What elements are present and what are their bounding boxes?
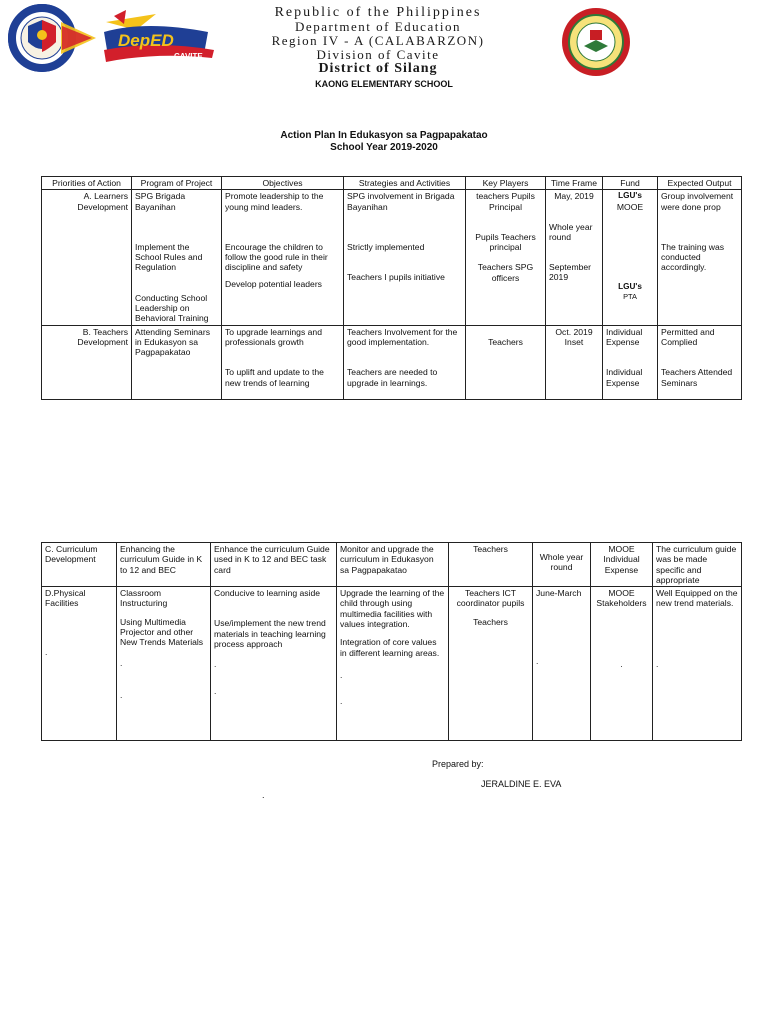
cell-program: SPG Brigada Bayanihan Implement the School Rules and Regulation Conducting School Leadership on Behavioral Training [132, 190, 222, 325]
cell-key-players: Teachers ICT coordinator pupils Teachers [449, 587, 533, 741]
cell-key-players: Teachers [449, 543, 533, 587]
title-line-2: School Year 2019-2020 [330, 142, 438, 153]
cell-strategies: SPG involvement in Brigada Bayanihan Strictly implemented Teachers I pupils initiative [344, 190, 466, 325]
cell-fund: MOOE Individual Expense [591, 543, 653, 587]
letterhead-line-region: Region IV - A (CALABARZON) [271, 33, 485, 48]
cell-strategies: Teachers Involvement for the good implementation. Teachers are needed to upgrade in learnings. [344, 325, 466, 399]
svg-text:CAVITE: CAVITE [174, 52, 203, 61]
table-row [42, 543, 742, 587]
cell-expected-output: Well Equipped on the new trend materials. . [653, 587, 742, 741]
cell-objectives: To upgrade learnings and professionals growth To uplift and update to the new trends of learning [222, 325, 344, 399]
school-seal-logo [556, 6, 636, 78]
cell-objectives: Promote leadership to the young mind leaders. Encourage the children to follow the good rule in their discipline and safety Develop potential leaders [222, 190, 344, 325]
header-objectives: Objectives [222, 177, 344, 190]
cell-priority: C. Curriculum Development [42, 543, 117, 587]
header-strategies: Strategies and Activities [344, 177, 466, 190]
cell-expected-output: Permitted and Complied Teachers Attended Seminars [658, 325, 742, 399]
cell-priority: A. Learners Development [42, 190, 132, 325]
table-row [42, 325, 742, 399]
svg-text:DepED: DepED [118, 31, 174, 50]
cell-program: Classroom Instructuring Using Multimedia Projector and other New Trends Materials . . [117, 587, 211, 741]
header-time-frame: Time Frame [546, 177, 603, 190]
cell-key-players: teachers Pupils Principal Pupils Teachers principal Teachers SPG officers [466, 190, 546, 325]
cell-fund: MOOE Stakeholders . [591, 587, 653, 741]
cell-time-frame: June-March . [533, 587, 591, 741]
header-key-players: Key Players [466, 177, 546, 190]
cell-priority: D.Physical Facilities . [42, 587, 117, 741]
deped-seal-logo [6, 2, 98, 74]
table-row [42, 190, 742, 325]
cell-fund: LGU's MOOE LGU's PTA [603, 190, 658, 325]
letterhead-line-republic: Republic of the Philippines [274, 5, 482, 20]
cell-strategies: Upgrade the learning of the child through using multimedia facilities with values integration. Integration of core values in different learning areas. . . [337, 587, 449, 741]
cell-objectives: Conducive to learning aside Use/implement the new trend materials in teaching learning process approach . . [211, 587, 337, 741]
cell-time-frame: Whole year round [533, 543, 591, 587]
cell-time-frame: Oct. 2019 Inset [546, 325, 603, 399]
header-expected-output: Expected Output [658, 177, 742, 190]
stray-dot: . [262, 790, 265, 800]
letterhead-text [228, 6, 528, 76]
cell-expected-output: Group involvement were done prop The training was conducted accordingly. [658, 190, 742, 325]
letterhead-line-department: Department of Education [295, 19, 461, 34]
action-plan-table-1 [41, 176, 742, 400]
cell-priority: B. Teachers Development [42, 325, 132, 399]
cell-fund: Individual Expense Individual Expense [603, 325, 658, 399]
header-program: Program of Project [132, 177, 222, 190]
action-plan-table-2 [41, 542, 742, 741]
deped-cavite-logo [96, 10, 246, 65]
preparer-name: JERALDINE E. EVA [481, 779, 562, 789]
prepared-by-label: Prepared by: [432, 759, 484, 769]
letterhead-line-district: District of Silang [318, 61, 438, 76]
cell-program: Enhancing the curriculum Guide in K to 12 and BEC [117, 543, 211, 587]
cell-key-players: Teachers [466, 325, 546, 399]
cell-strategies: Monitor and upgrade the curriculum in Edukasyon sa Pagpapakatao [337, 543, 449, 587]
letterhead-line-division: Division of Cavite [316, 47, 440, 62]
cell-time-frame: May, 2019 Whole year round September 2019 [546, 190, 603, 325]
document-title [0, 130, 768, 154]
school-name: KAONG ELEMENTARY SCHOOL [315, 79, 453, 89]
cell-program: Attending Seminars in Edukasyon sa Pagpapakatao [132, 325, 222, 399]
cell-expected-output: The curriculum guide was be made specific and appropriate [653, 543, 742, 587]
table-row [42, 587, 742, 741]
header-fund: Fund [603, 177, 658, 190]
cell-objectives: Enhance the curriculum Guide used in K to 12 and BEC task card [211, 543, 337, 587]
letterhead [0, 0, 768, 78]
table-header-row [42, 177, 742, 190]
title-line-1: Action Plan In Edukasyon sa Pagpapakatao [280, 130, 488, 141]
header-priorities: Priorities of Action [42, 177, 132, 190]
